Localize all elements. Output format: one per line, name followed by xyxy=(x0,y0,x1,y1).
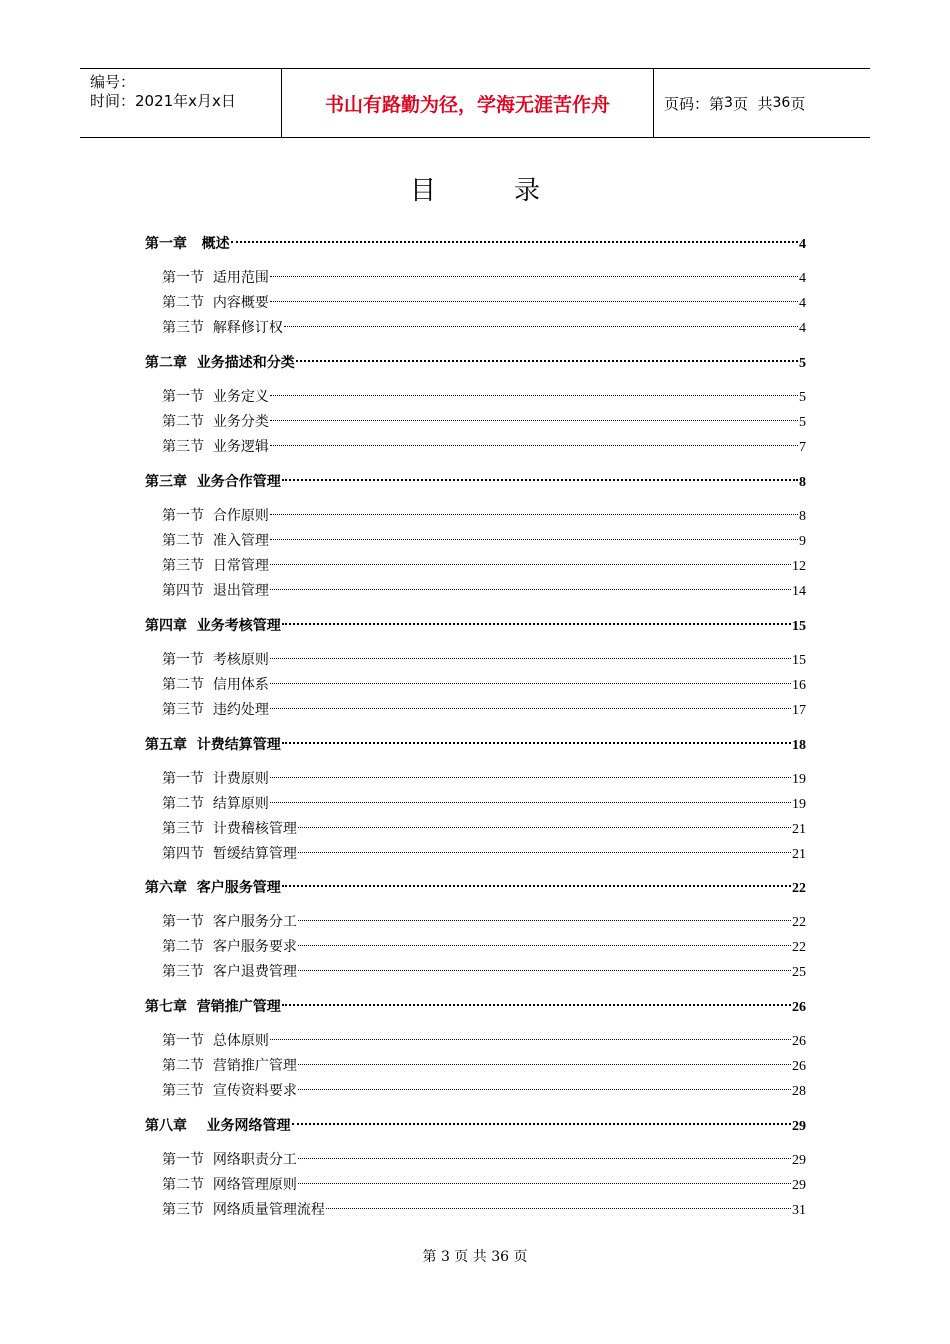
toc-leader-dots xyxy=(270,564,791,565)
toc-entry-label: 第三节 宣传资料要求 xyxy=(162,1083,297,1099)
toc-leader-dots xyxy=(282,479,798,481)
toc-entry-page: 21 xyxy=(792,822,806,837)
toc-entry-label: 第一节 适用范围 xyxy=(162,270,269,286)
toc-entry-page: 26 xyxy=(792,1034,806,1049)
toc-entry-label: 第八章 业务网络管理 xyxy=(145,1118,291,1134)
toc-entry-label: 第四节 暂缓结算管理 xyxy=(162,846,297,862)
header-page-num: 3 xyxy=(724,95,733,111)
toc-leader-dots xyxy=(298,920,791,921)
header-code: 编号： xyxy=(90,73,136,91)
toc-entry-label: 第二章 业务描述和分类 xyxy=(145,355,295,371)
toc-section-entry[interactable] xyxy=(145,961,806,983)
toc-entry-page: 31 xyxy=(792,1203,806,1218)
toc-leader-dots xyxy=(326,1208,791,1209)
toc-section-entry[interactable] xyxy=(145,768,806,790)
toc-entry-label: 第一节 计费原则 xyxy=(162,771,269,787)
toc-chapter-entry[interactable] xyxy=(145,615,806,637)
toc-section-entry[interactable] xyxy=(145,1149,806,1171)
header-page-info xyxy=(654,69,870,137)
toc-entry-page: 7 xyxy=(799,440,806,455)
toc-entry-label: 第二节 准入管理 xyxy=(162,533,269,549)
toc-entry-page: 25 xyxy=(792,965,806,980)
toc-entry-label: 第二节 客户服务要求 xyxy=(162,939,297,955)
toc-entry-page: 15 xyxy=(792,653,806,668)
toc-entry-label: 第一节 合作原则 xyxy=(162,508,269,524)
toc-leader-dots xyxy=(298,1158,791,1159)
toc-leader-dots xyxy=(282,885,791,887)
toc-entry-page: 28 xyxy=(792,1084,806,1099)
toc-entry-page: 14 xyxy=(792,584,806,599)
header-page-prefix: 页码：第 xyxy=(664,94,725,113)
toc-leader-dots xyxy=(296,360,798,362)
toc-entry-page: 29 xyxy=(792,1119,806,1134)
toc-leader-dots xyxy=(298,827,791,828)
toc-section-entry[interactable] xyxy=(145,793,806,815)
toc-entry-label: 第六章 客户服务管理 xyxy=(145,880,281,896)
toc-entry-label: 第四节 退出管理 xyxy=(162,583,269,599)
header-page-mid: 页 共 xyxy=(732,94,773,113)
toc-section-entry[interactable] xyxy=(145,843,806,865)
toc-entry-label: 第三节 客户退费管理 xyxy=(162,964,297,980)
toc-leader-dots xyxy=(231,241,798,243)
toc-entry-page: 9 xyxy=(799,534,806,549)
toc-section-entry[interactable] xyxy=(145,555,806,577)
toc-section-entry[interactable] xyxy=(145,411,806,433)
toc-leader-dots xyxy=(270,395,798,396)
toc-entry-page: 19 xyxy=(792,797,806,812)
toc-chapter-entry[interactable] xyxy=(145,734,806,756)
header-slogan: 书山有路勤为径，学海无涯苦作舟 xyxy=(281,69,654,137)
toc-leader-dots xyxy=(282,623,791,625)
toc-leader-dots xyxy=(270,589,791,590)
toc-entry-page: 8 xyxy=(799,475,806,490)
page-header xyxy=(80,68,870,138)
toc-leader-dots xyxy=(298,945,791,946)
toc-entry-label: 第二节 内容概要 xyxy=(162,295,269,311)
toc-section-entry[interactable] xyxy=(145,1055,806,1077)
toc-section-entry[interactable] xyxy=(145,317,806,339)
toc-section-entry[interactable] xyxy=(145,1199,806,1221)
toc-entry-page: 26 xyxy=(792,1000,806,1015)
toc-leader-dots xyxy=(270,708,791,709)
toc-entry-label: 第一节 网络职责分工 xyxy=(162,1152,297,1168)
toc-entry-page: 5 xyxy=(799,390,806,405)
toc-title: 目录 xyxy=(409,176,618,206)
toc-entry-label: 第二节 信用体系 xyxy=(162,677,269,693)
header-meta xyxy=(80,69,281,137)
toc-leader-dots xyxy=(270,1039,791,1040)
toc-entry-page: 29 xyxy=(792,1178,806,1193)
toc-leader-dots xyxy=(270,514,798,515)
toc-chapter-entry[interactable] xyxy=(145,1115,806,1137)
toc-entry-page: 26 xyxy=(792,1059,806,1074)
toc-entry-label: 第三章 业务合作管理 xyxy=(145,474,281,490)
toc-leader-dots xyxy=(270,683,791,684)
toc-entry-page: 16 xyxy=(792,678,806,693)
toc-leader-dots xyxy=(298,970,791,971)
toc-section-entry[interactable] xyxy=(145,1030,806,1052)
toc-leader-dots xyxy=(292,1123,792,1125)
toc-entry-page: 22 xyxy=(792,881,806,896)
toc-entry-page: 4 xyxy=(799,271,806,286)
toc-section-entry[interactable] xyxy=(145,530,806,552)
toc-section-entry[interactable] xyxy=(145,580,806,602)
toc-section-entry[interactable] xyxy=(145,649,806,671)
toc-leader-dots xyxy=(298,1183,791,1184)
toc-leader-dots xyxy=(298,852,791,853)
toc-entry-label: 第三节 计费稽核管理 xyxy=(162,821,297,837)
toc-entry-label: 第一节 业务定义 xyxy=(162,389,269,405)
toc-entry-label: 第三节 日常管理 xyxy=(162,558,269,574)
header-page-suffix: 页 xyxy=(790,94,806,113)
toc-entry-page: 17 xyxy=(792,703,806,718)
toc-entry-label: 第四章 业务考核管理 xyxy=(145,618,281,634)
toc-section-entry[interactable] xyxy=(145,1080,806,1102)
toc-leader-dots xyxy=(270,777,791,778)
header-time: 时间：2021年x月x日 xyxy=(90,92,236,110)
toc-section-entry[interactable] xyxy=(145,505,806,527)
toc-entry-label: 第一节 考核原则 xyxy=(162,652,269,668)
toc-section-entry[interactable] xyxy=(145,674,806,696)
toc-leader-dots xyxy=(270,420,798,421)
toc-leader-dots xyxy=(270,445,798,446)
toc-section-entry[interactable] xyxy=(145,699,806,721)
toc-entry-label: 第五章 计费结算管理 xyxy=(145,737,281,753)
toc-entry-label: 第一节 总体原则 xyxy=(162,1033,269,1049)
toc-entry-page: 4 xyxy=(799,321,806,336)
toc-entry-page: 15 xyxy=(792,619,806,634)
toc-entry-label: 第三节 违约处理 xyxy=(162,702,269,718)
toc-chapter-entry[interactable] xyxy=(145,352,806,374)
toc-entry-page: 21 xyxy=(792,847,806,862)
toc-entry-label: 第二节 业务分类 xyxy=(162,414,269,430)
toc-entry-label: 第二节 营销推广管理 xyxy=(162,1058,297,1074)
toc-chapter-entry[interactable] xyxy=(145,877,806,899)
toc-entry-page: 5 xyxy=(799,415,806,430)
toc-section-entry[interactable] xyxy=(145,818,806,840)
toc-entry-page: 22 xyxy=(792,940,806,955)
toc-entry-page: 18 xyxy=(792,738,806,753)
toc-leader-dots xyxy=(298,1089,791,1090)
toc-entry-label: 第二节 结算原则 xyxy=(162,796,269,812)
toc-leader-dots xyxy=(298,1064,791,1065)
toc-chapter-entry[interactable] xyxy=(145,233,806,255)
toc-entry-label: 第一章 概述 xyxy=(145,236,230,252)
toc-leader-dots xyxy=(270,301,798,302)
toc-entry-page: 29 xyxy=(792,1153,806,1168)
page-footer: 第 3 页 共 36 页 xyxy=(422,1249,528,1265)
toc-chapter-entry[interactable] xyxy=(145,996,806,1018)
toc-entry-label: 第一节 客户服务分工 xyxy=(162,914,297,930)
toc-section-entry[interactable] xyxy=(145,292,806,314)
toc-leader-dots xyxy=(282,742,791,744)
toc-entry-page: 4 xyxy=(799,296,806,311)
toc-leader-dots xyxy=(270,802,791,803)
header-page-total: 36 xyxy=(772,95,791,111)
toc-entry-page: 5 xyxy=(799,356,806,371)
toc-section-entry[interactable] xyxy=(145,386,806,408)
toc-entry-page: 12 xyxy=(792,559,806,574)
toc-entry-page: 22 xyxy=(792,915,806,930)
toc-section-entry[interactable] xyxy=(145,436,806,458)
toc-leader-dots xyxy=(270,539,798,540)
toc-entry-label: 第三节 网络质量管理流程 xyxy=(162,1202,325,1218)
toc-section-entry[interactable] xyxy=(145,936,806,958)
toc-entry-label: 第三节 业务逻辑 xyxy=(162,439,269,455)
toc-entry-label: 第三节 解释修订权 xyxy=(162,320,283,336)
toc-leader-dots xyxy=(284,326,798,327)
toc-entry-page: 8 xyxy=(799,509,806,524)
toc-section-entry[interactable] xyxy=(145,267,806,289)
toc-section-entry[interactable] xyxy=(145,911,806,933)
toc-section-entry[interactable] xyxy=(145,1174,806,1196)
toc-entry-page: 4 xyxy=(799,237,806,252)
toc-leader-dots xyxy=(270,658,791,659)
toc-entry-label: 第七章 营销推广管理 xyxy=(145,999,281,1015)
toc-entry-page: 19 xyxy=(792,772,806,787)
toc-leader-dots xyxy=(282,1004,791,1006)
toc-leader-dots xyxy=(270,276,798,277)
toc-entry-label: 第二节 网络管理原则 xyxy=(162,1177,297,1193)
toc-chapter-entry[interactable] xyxy=(145,471,806,493)
